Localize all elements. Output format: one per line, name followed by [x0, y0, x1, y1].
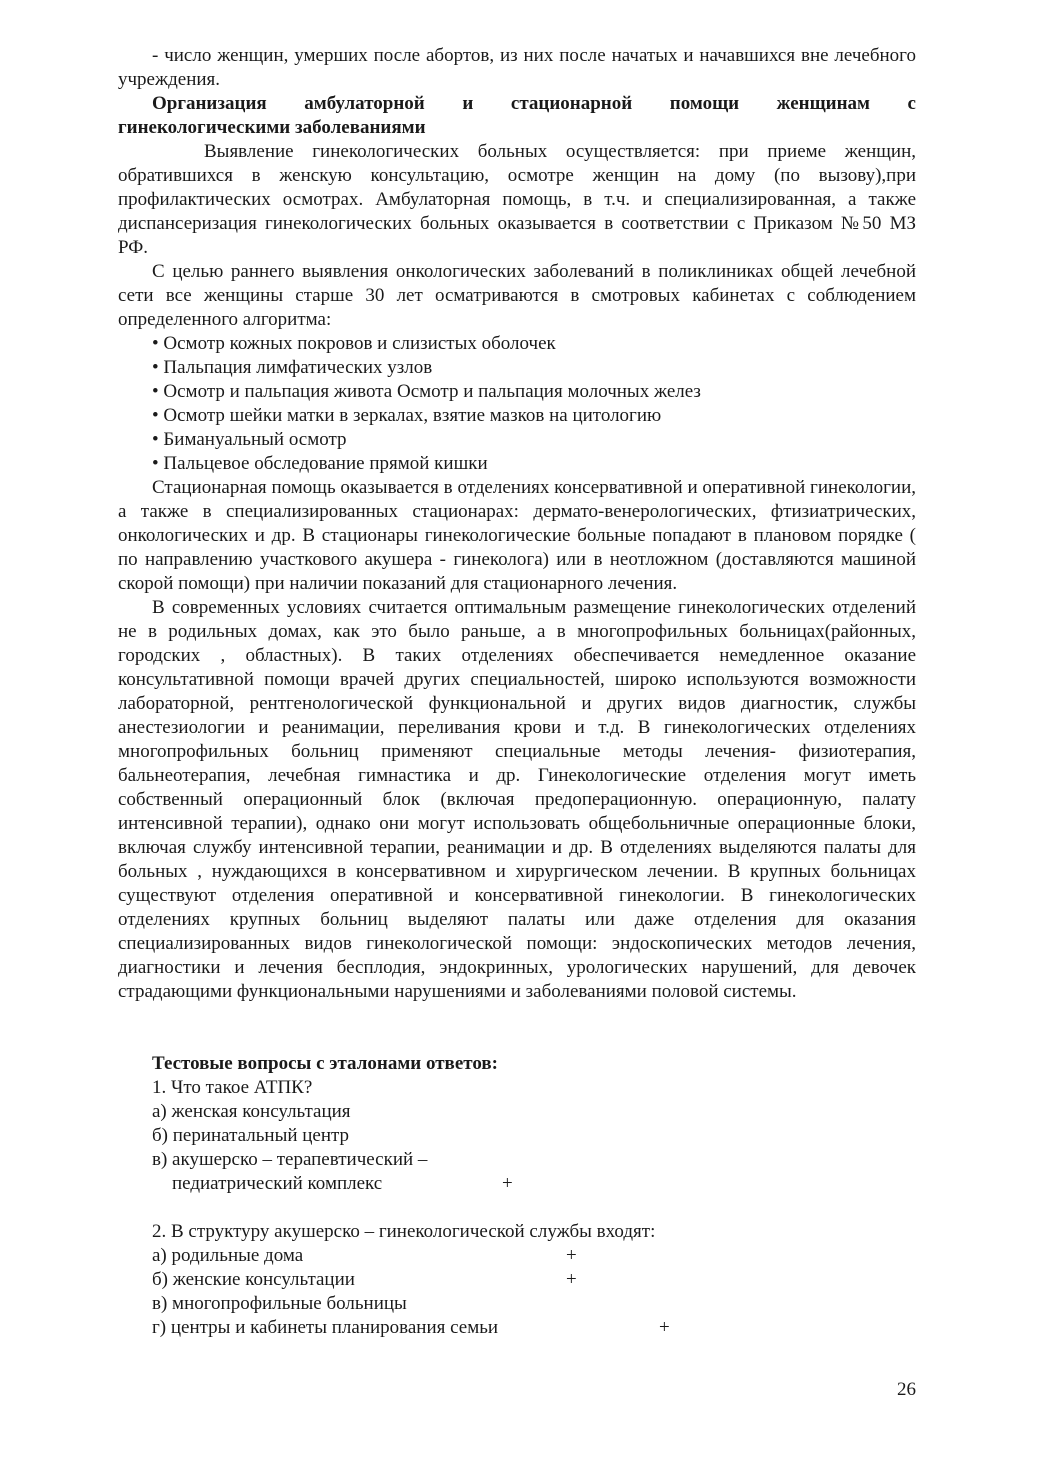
spacer: [118, 1196, 916, 1220]
list-item: • Пальцевое обследование прямой кишки: [152, 453, 488, 474]
section-heading-line1: Организация амбулаторной и стационарной помощи женщинам с: [152, 93, 916, 114]
list-item: • Бимануальный осмотр: [152, 429, 347, 450]
question-1-option-c-continued: [152, 1172, 916, 1196]
spacer: [118, 1004, 916, 1052]
paragraph-oncology: С целью раннего выявления онкологических заболеваний в поликлиниках общей лечебной сети все женщины старше 30 лет осматриваются в смотровых кабинетах с соблюдением определенного алгоритма:: [118, 261, 916, 330]
question-1-option-c: в) акушерско – терапевтический –: [152, 1149, 428, 1170]
intro-paragraph: - число женщин, умерших после абортов, из них после начатых и начавшихся вне лечебного учреждения.: [118, 45, 916, 90]
correct-answer-mark: +: [502, 1173, 513, 1194]
question-2-option-a: [152, 1244, 916, 1268]
list-item: • Осмотр кожных покровов и слизистых оболочек: [152, 333, 556, 354]
algorithm-list: [118, 332, 916, 476]
correct-answer-mark: +: [566, 1269, 577, 1290]
question-1: [118, 1076, 916, 1196]
section-heading: [118, 92, 916, 140]
paragraph-detection: Выявление гинекологических больных осуществляется: при приеме женщин, обратившихся в женскую консультацию, осмотре женщин на дому (по вызову),при профилактических осмотрах. Амбулаторная помощь, в т.ч. и специализированная, а также диспансеризация гинекологических больных оказывается в соответствии с Приказом №50 МЗ РФ.: [118, 141, 916, 258]
correct-answer-mark: +: [659, 1317, 670, 1338]
question-2-option-a-text: а) родильные дома: [152, 1245, 304, 1266]
page-content: [118, 44, 916, 1340]
list-item: • Осмотр и пальпация живота Осмотр и пальпация молочных желез: [152, 381, 701, 402]
question-1-text: 1. Что такое АТПК?: [152, 1077, 313, 1098]
question-1-option-c-line2: педиатрический комплекс: [172, 1173, 383, 1194]
question-2-option-b: [152, 1268, 916, 1292]
question-2-text: 2. В структуру акушерско – гинекологической службы входят:: [152, 1221, 656, 1242]
question-2: [118, 1220, 916, 1340]
paragraph-modern-conditions: В современных условиях считается оптимальным размещение гинекологических отделений не в родильных домах, как это было раньше, а в многопрофильных больницах(районных, городских , областных). В таких отделениях обеспечивается немедленное оказание консультативной помощи врачей других специальностей, широко используются возможности лабораторной, рентгенологической функциональной и других видов диагностик, службы анестезиологии и реанимации, переливания крови и т.д. В гинекологических отделениях многопрофильных больниц применяют специальные методы лечения- физиотерапия, бальнеотерапия, лечебная гимнастика и др. Гинекологические отделения могут иметь собственный операционный блок (включая предоперационную. операционную, палату интенсивной терапии), однако они могут использовать общебольничные операционные блоки, включая службу интенсивной терапии, реанимации и др. В отделениях выделяются палаты для больных , нуждающихся в консервативном и хирургическом лечении. В крупных больницах существуют отделения оперативной и консервативной гинекологии. В гинекологических отделениях крупных больниц выделяют палаты или даже отделения для оказания специализированных видов гинекологической помощи: эндоскопических методов лечения, диагностики и лечения бесплодия, эндокринных, урологических нарушений, для девочек страдающими функциональными нарушениями и заболеваниями половой системы.: [118, 597, 916, 1002]
section-heading-line2: гинекологическими заболеваниями: [118, 117, 426, 138]
question-1-option-b: б) перинатальный центр: [152, 1125, 350, 1146]
question-2-option-b-text: б) женские консультации: [152, 1269, 355, 1290]
question-2-option-d-text: г) центры и кабинеты планирования семьи: [152, 1317, 499, 1338]
paragraph-inpatient: Стационарная помощь оказывается в отделениях консервативной и оперативной гинекологии, а также в специализированных стационарах: дермато-венерологических, фтизиатрических, онкологических и др. В стационары гинекологические больные попадают в плановом порядке ( по направлению участкового акушера - гинеколога) или в неотложном (доставляются машиной скорой помощи) при наличии показаний для стационарного лечения.: [118, 477, 916, 594]
question-1-option-a: а) женская консультация: [152, 1101, 351, 1122]
correct-answer-mark: +: [566, 1245, 577, 1266]
list-item: • Осмотр шейки матки в зеркалах, взятие мазков на цитологию: [152, 405, 662, 426]
question-2-option-d: [152, 1316, 916, 1340]
page-number: 26: [897, 1379, 916, 1400]
list-item: • Пальпация лимфатических узлов: [152, 357, 433, 378]
tests-title: Тестовые вопросы с эталонами ответов:: [152, 1053, 498, 1074]
question-2-option-c: в) многопрофильные больницы: [152, 1293, 407, 1314]
